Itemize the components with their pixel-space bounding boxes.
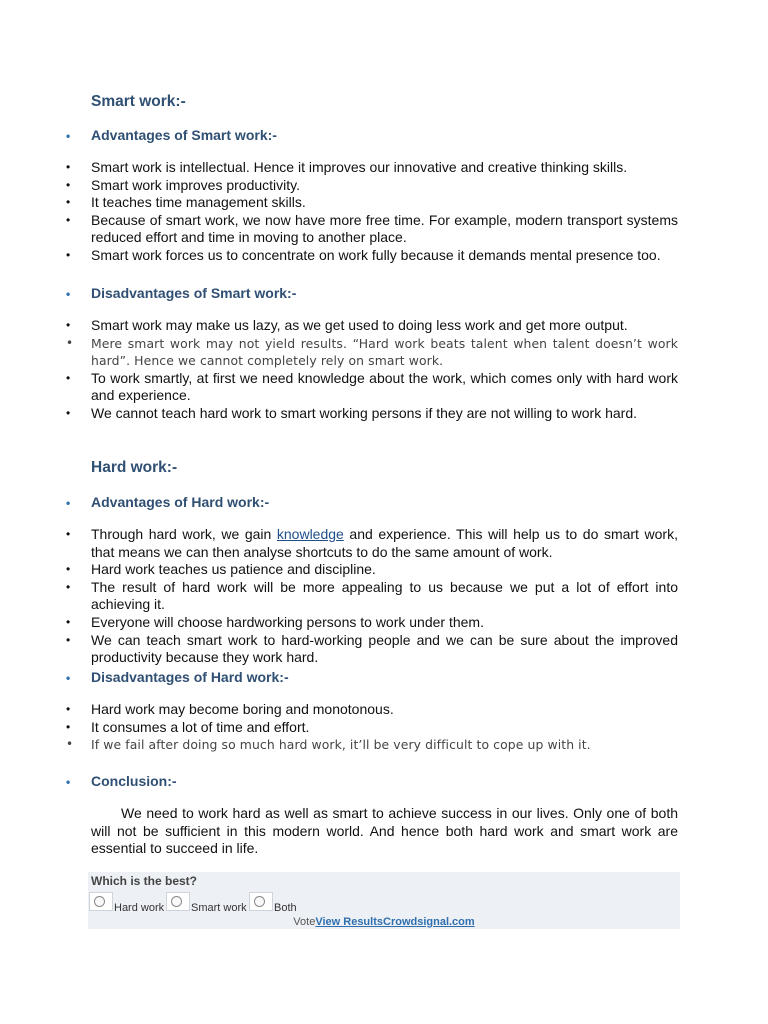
hard-advantages-list [91,526,678,667]
list-item: • To work smartly, at first we need knowledge about the work, which comes only with hard work and experience. [91,370,678,405]
poll-question: Which is the best? [91,874,198,888]
hard-advantages-heading: • Advantages of Hard work:- [91,494,269,510]
list-item: • Smart work forces us to concentrate on work fully because it demands mental presence too. [91,247,678,265]
list-item: • If we fail after doing so much hard work, it’ll be very difficult to cope up with it. [91,736,678,754]
list-item: • It consumes a lot of time and effort. [91,719,678,737]
list-item: • It teaches time management skills. [91,194,678,212]
crowdsignal-link[interactable]: Crowdsignal.com [383,916,475,928]
list-item: • We can teach smart work to hard-working people and we can be sure about the improved productivity because they work hard. [91,632,678,667]
vote-button[interactable]: Vote [293,916,316,928]
list-item: • We cannot teach hard work to smart working persons if they are not willing to work hard. [91,405,678,423]
radio-button[interactable] [89,892,113,911]
hard-work-heading: Hard work:- [91,459,178,476]
conclusion-heading: • Conclusion:- [91,773,177,789]
hard-disadvantages-list [91,701,678,754]
poll-option-label: Smart work [191,902,247,914]
list-item: • The result of hard work will be more appealing to us because we put a lot of effort into achieving it. [91,579,678,614]
hard-disadvantages-heading: • Disadvantages of Hard work:- [91,669,289,685]
list-item [91,526,678,561]
radio-circle-icon [254,896,265,907]
list-item: • Smart work may make us lazy, as we get used to doing less work and get more output. [91,317,678,335]
list-item-text: Through hard work, we gain [91,526,277,542]
radio-circle-icon [94,896,105,907]
knowledge-link[interactable]: knowledge [276,526,344,542]
list-item: • Hard work may become boring and monotonous. [91,701,678,719]
list-item-text: and experience. This will help us to do smart work, that means we can then analyse shortcuts to do the same amount of work. [91,526,678,560]
poll-footer [88,916,680,928]
smart-advantages-list [91,159,678,265]
poll-option-label: Hard work [114,902,165,914]
smart-disadvantages-list [91,317,678,423]
conclusion-paragraph: We need to work hard as well as smart to achieve success in our lives. Only one of both will not be sufficient in this modern world. And hence both hard work and smart work are essential to succeed in life. [91,805,678,857]
radio-button[interactable] [249,892,273,911]
poll-option-label: Both [274,902,297,914]
list-item: • Mere smart work may not yield results. “Hard work beats talent when talent doesn’t work hard”. Hence we cannot completely rely on smart work. [91,335,678,370]
view-results-link[interactable]: View Results [315,916,383,928]
radio-button[interactable] [166,892,190,911]
smart-work-heading: Smart work:- [91,93,186,110]
smart-disadvantages-heading: • Disadvantages of Smart work:- [91,285,296,301]
list-item: • Smart work improves productivity. [91,177,678,195]
radio-circle-icon [171,896,182,907]
list-item: • Everyone will choose hardworking persons to work under them. [91,614,678,632]
smart-advantages-heading: • Advantages of Smart work:- [91,127,277,143]
list-item: • Because of smart work, we now have more free time. For example, modern transport systems reduced effort and time in moving to another place. [91,212,678,247]
list-item: • Hard work teaches us patience and discipline. [91,561,678,579]
list-item: • Smart work is intellectual. Hence it improves our innovative and creative thinking skills. [91,159,678,177]
poll-widget [88,872,680,929]
